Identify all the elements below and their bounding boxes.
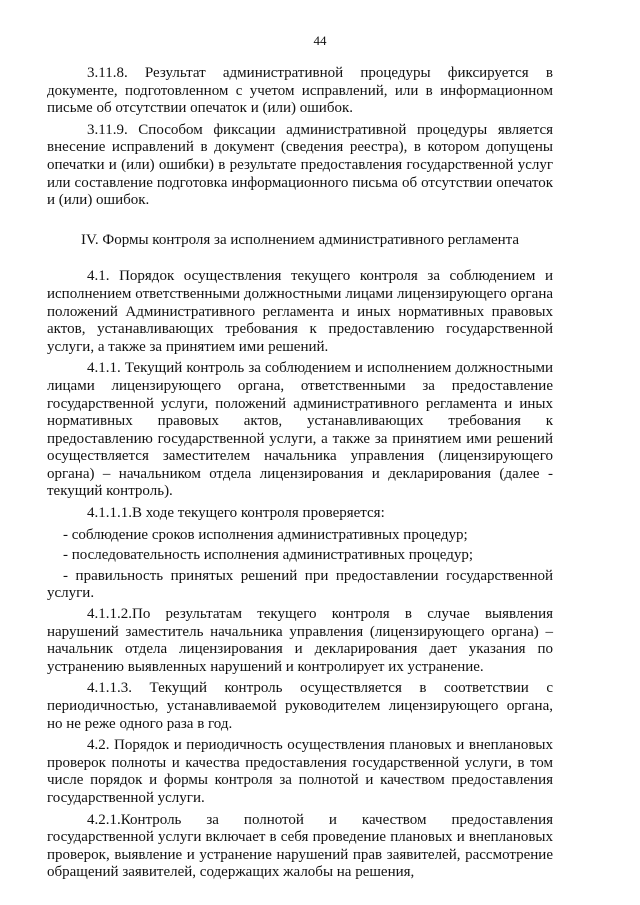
paragraph-4-2: 4.2. Порядок и периодичность осуществления плановых и внеплановых проверок полноты и качества предоставления государственной услуги, в том числе порядок и формы контроля за полнотой и качеством предоставления государственной услуги. bbox=[47, 737, 553, 806]
list-item: - соблюдение сроков исполнения административных процедур; bbox=[63, 526, 468, 543]
list-item: - последовательность исполнения административных процедур; bbox=[63, 547, 474, 564]
paragraph-3-11-9: 3.11.9. Способом фиксации административной процедуры является внесение исправлений в документ (сведения реестра), в котором допущены опечатки и (или) ошибки) в результате предоставления государственной услуг или составление подготовка информационного письма об отсутствии опечаток и (или) ошибок. bbox=[47, 121, 553, 209]
checklist bbox=[47, 527, 553, 603]
list-item: - правильность принятых решений при предоставлении государственной услуги. bbox=[47, 567, 553, 602]
paragraph-4-1: 4.1. Порядок осуществления текущего контроля за соблюдением и исполнением ответственными должностными лицами лицензирующего органа положений Административного регламента и иных нормативных правовых актов, устанавливающих требования к предоставлению государственной услуги, а также за принятием ими решений. bbox=[47, 268, 553, 355]
paragraph-4-2-1: 4.2.1.Контроль за полнотой и качеством предоставления государственной услуги включает в себя проведение плановых и внеплановых проверок, выявление и устранение нарушений прав заявителей, рассмотрение обращений заявителей, содержащих жалобы на решения, bbox=[47, 811, 553, 881]
page-number: 44 bbox=[313, 33, 327, 48]
paragraph-4-1-1-1: 4.1.1.1.В ходе текущего контроля проверяется: bbox=[87, 505, 385, 522]
section-heading: IV. Формы контроля за исполнением административного регламента bbox=[80, 231, 520, 248]
paragraph-4-1-1: 4.1.1. Текущий контроль за соблюдением и исполнением должностными лицами лицензирующего органа, ответственными за предоставление государственной услуги, положений административного регламента и иных нормативных правовых актов, устанавливающих требования к предоставлению государственной услуги, а также за принятием ими решений осуществляется заместителем начальника управления (лицензирующего органа) – начальником отдела лицензирования и декларирования (далее - текущий контроль). bbox=[47, 360, 553, 500]
paragraph-3-11-8: 3.11.8. Результат административной процедуры фиксируется в документе, подготовленном с учетом исправлений, или в информационном письме об отсутствии опечаток и (или) ошибок. bbox=[47, 65, 553, 117]
paragraph-4-1-1-3: 4.1.1.3. Текущий контроль осуществляется в соответствии с периодичностью, устанавливаемой руководителем лицензирующего органа, но не реже одного раза в год. bbox=[47, 680, 553, 732]
document-body bbox=[47, 65, 553, 886]
paragraph-4-1-1-2: 4.1.1.2.По результатам текущего контроля в случае выявления нарушений заместитель начальника управления (лицензирующего органа) – начальник отдела лицензирования и декларирования дает указания по устранению выявленных нарушений и контролирует их устранение. bbox=[47, 606, 553, 675]
